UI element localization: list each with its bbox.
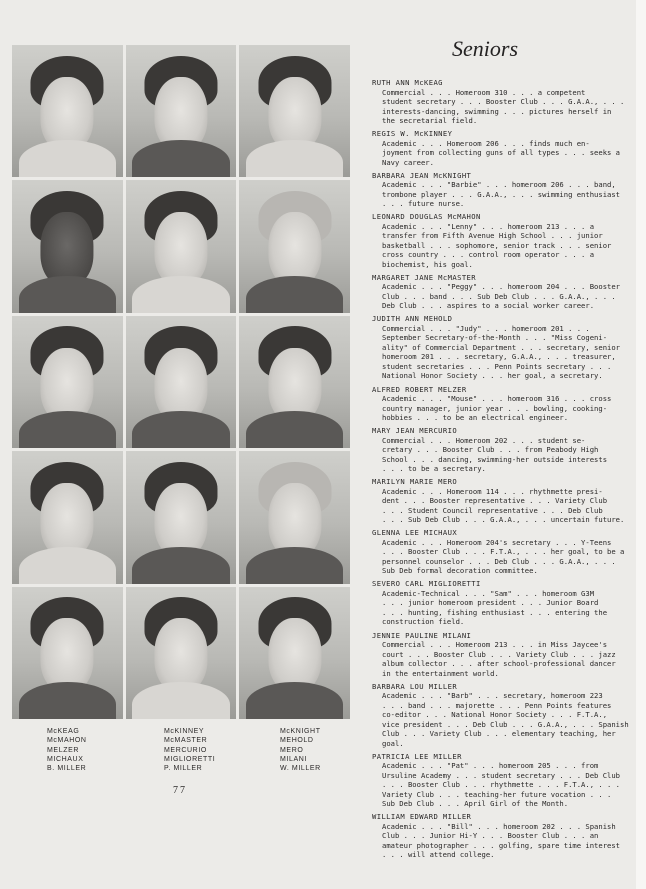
senior-entry	[372, 78, 625, 126]
senior-bio-line: Academic . . . "Lenny" . . . homeroom 213 . . . a	[382, 221, 595, 231]
senior-bio-line: Commercial . . . Homeroom 310 . . . a competent	[382, 87, 586, 97]
names-column-1	[47, 727, 87, 773]
senior-bio-line: dent . . . Booster representative . . . Variety Club	[382, 496, 608, 506]
portrait-head	[41, 483, 94, 557]
student-portrait	[12, 587, 123, 719]
senior-bio-line: Academic . . . Homeroom 114 . . . rhythmette presi-	[382, 486, 603, 496]
senior-bio-line: . . . Booster Club . . . rhythmette . . . F.T.A., . . .	[382, 780, 620, 790]
portrait-shoulders	[132, 682, 229, 719]
portrait-caption-name: McKEAG	[47, 728, 80, 735]
senior-bio-line: court . . . Booster Club . . . Variety Club . . . jazz	[382, 649, 616, 659]
portrait-caption-name: MELZER	[47, 746, 79, 754]
senior-bios	[372, 78, 629, 863]
senior-bio-line: Commercial . . . Homeroom 202 . . . student se-	[382, 435, 586, 445]
senior-bio-line: Academic . . . "Barbie" . . . homeroom 206 . . . band,	[382, 180, 616, 190]
names-column-3	[280, 727, 321, 773]
portrait-caption-name: MICHAUX	[47, 755, 84, 763]
senior-name: MARILYN MARIE MERO	[372, 477, 458, 487]
senior-bio-line: Academic . . . "Bill" . . . homeroom 202 . . . Spanish	[382, 821, 616, 831]
senior-name: MARY JEAN MERCURIO	[372, 426, 458, 436]
senior-bio-line: Variety Club . . . teaching-her future vocation . . .	[382, 789, 612, 799]
senior-bio-line: Ursuline Academy . . . student secretary . . . Deb Club	[382, 770, 620, 780]
senior-bio-line: . . . band . . . majorette . . . Penn Points features	[382, 700, 612, 710]
portrait-shoulders	[246, 140, 343, 177]
senior-bio-line: cretary . . . Booster Club . . . from Peabody High	[382, 445, 599, 455]
portrait-shoulders	[19, 411, 116, 448]
senior-bio-line: in the entertainment world.	[382, 668, 499, 678]
senior-bio-line: ality" of Commercial Department . . . secretary, senior	[382, 342, 620, 352]
portrait-shoulders	[19, 140, 116, 177]
portrait-caption-name: McKNIGHT	[280, 728, 321, 735]
senior-name: WILLIAM EDWARD MILLER	[372, 812, 472, 822]
senior-bio-line: . . . Sub Deb Club . . . G.A.A., . . . uncertain future.	[382, 515, 625, 525]
student-portrait	[239, 45, 350, 177]
senior-bio-line: Club . . . Junior Hi-Y . . . Booster Club . . . an	[382, 831, 599, 841]
student-portrait	[239, 180, 350, 312]
senior-bio-line: . . . junior homeroom president . . . Junior Board	[382, 598, 599, 608]
portrait-caption-name: MERCURIO	[164, 746, 207, 754]
portrait-shoulders	[19, 547, 116, 584]
portrait-caption-name: MEHOLD	[280, 737, 314, 745]
senior-entry	[372, 384, 612, 423]
senior-entry	[372, 129, 620, 167]
senior-bio-line: student secretary . . . Booster Club . . . G.A.A., . . .	[382, 97, 625, 106]
senior-bio-line: . . . future nurse.	[382, 199, 465, 209]
senior-bio-line: interests-dancing, swimming . . . pictures herself in	[382, 106, 612, 116]
portrait-caption-name: MILANI	[280, 755, 307, 763]
senior-bio-line: Academic-Technical . . . "Sam" . . . homeroom G3M	[382, 588, 595, 598]
senior-bio-line: September Secretary-of-the-Month . . . "Miss Cogeni-	[382, 333, 608, 343]
senior-name: BARBARA JEAN McKNIGHT	[372, 170, 472, 180]
senior-bio-line: Academic . . . Homeroom 206 . . . finds much en-	[382, 138, 590, 148]
student-portrait	[12, 316, 123, 448]
portrait-shoulders	[132, 140, 229, 177]
portrait-head	[154, 483, 207, 557]
senior-entry	[372, 579, 608, 627]
senior-bio-line: album collector . . . after school-professional dancer	[382, 659, 616, 669]
portrait-shoulders	[19, 682, 116, 719]
senior-bio-line: . . . will attend college.	[382, 850, 495, 860]
portrait-shoulders	[246, 682, 343, 719]
senior-name: REGIS W. McKINNEY	[372, 129, 453, 139]
student-portrait	[12, 451, 123, 583]
senior-entry	[372, 751, 620, 809]
portrait-caption-name: McKINNEY	[164, 728, 205, 735]
student-portrait	[239, 451, 350, 583]
senior-bio-line: trombone player . . . G.A.A., . . . swimming enthusiast	[382, 189, 620, 199]
senior-bio-line: amateur photographer . . . golfing, spare time interest	[382, 840, 620, 850]
portrait-shoulders	[132, 276, 229, 313]
senior-bio-line: Academic . . . "Peggy" . . . homeroom 204 . . . Booster	[382, 282, 620, 292]
page-edge	[636, 0, 646, 889]
senior-name: MARGARET JANE McMASTER	[372, 272, 476, 282]
senior-bio-line: Academic . . . "Barb" . . . secretary, homeroom 223	[382, 691, 603, 701]
senior-name: ALFRED ROBERT MELZER	[372, 384, 467, 394]
senior-bio-line: . . . hunting, fishing enthusiast . . . entering the	[382, 607, 608, 617]
senior-name: SEVERO CARL MIGLIORETTI	[372, 579, 481, 589]
senior-name: RUTH ANN McKEAG	[372, 78, 443, 87]
portrait-head	[268, 483, 321, 557]
portrait-shoulders	[19, 276, 116, 313]
student-portrait	[239, 316, 350, 448]
portrait-caption-name: B. MILLER	[47, 765, 87, 773]
senior-bio-line: biochemist, his goal.	[382, 259, 473, 269]
senior-entry	[372, 528, 625, 576]
senior-bio-line: Club . . . band . . . Sub Deb Club . . . G.A.A., . . .	[382, 291, 616, 301]
senior-entry	[372, 170, 620, 209]
senior-entry	[372, 812, 620, 860]
senior-name: GLENNA LEE MICHAUX	[372, 528, 458, 538]
senior-bio-line: Sub Deb formal decoration committee.	[382, 566, 538, 576]
portrait-caption-name: McMASTER	[164, 737, 208, 745]
senior-bio-line: country manager, junior year . . . bowling, cooking-	[382, 403, 608, 413]
senior-bio-line: Navy career.	[382, 157, 434, 167]
senior-bio-line: goal.	[382, 738, 404, 748]
senior-bio-line: . . . to be a secretary.	[382, 464, 486, 474]
student-portrait	[126, 180, 237, 312]
senior-bio-line: Academic . . . "Mouse" . . . homeroom 316 . . . cross	[382, 394, 612, 404]
senior-entry	[372, 212, 612, 269]
student-portrait	[126, 45, 237, 177]
senior-bio-line: homeroom 201 . . . secretary, G.A.A., . . . treasurer,	[382, 352, 616, 362]
senior-bio-line: School . . . dancing, swimming-her outside interests	[382, 454, 608, 464]
student-portrait	[126, 451, 237, 583]
portrait-shoulders	[246, 276, 343, 313]
portrait-shoulders	[132, 547, 229, 584]
senior-name: JENNIE PAULINE MILANI	[372, 630, 472, 640]
portrait-caption-name: MIGLIORETTI	[164, 755, 216, 763]
senior-bio-line: Deb Club . . . aspires to a social worker career.	[382, 301, 595, 311]
senior-name: LEONARD DOUGLAS McMAHON	[372, 212, 481, 222]
senior-entry	[372, 426, 608, 474]
senior-bio-line: the secretarial field.	[382, 116, 478, 125]
student-portrait	[126, 316, 237, 448]
senior-bio-line: . . . Booster Club . . . F.T.A., . . . her goal, to be a	[382, 547, 625, 557]
portrait-caption-name: McMAHON	[47, 737, 87, 745]
senior-entry	[372, 630, 616, 679]
senior-bio-line: construction field.	[382, 617, 465, 627]
senior-bio-line: vice president . . . Deb Club . . . G.A.A., . . . Spanish	[382, 719, 629, 729]
senior-bio-line: personnel counselor . . . Deb Club . . . G.A.A., . . .	[382, 556, 616, 566]
senior-bio-line: cross country . . . control room operator . . . a	[382, 250, 595, 260]
portrait-grid	[12, 45, 350, 719]
senior-bio-line: Commercial . . . "Judy" . . . homeroom 201 . . .	[382, 323, 590, 333]
senior-bio-line: Academic . . . Homeroom 204's secretary . . . Y-Teens	[382, 537, 612, 547]
names-column-2	[164, 727, 215, 773]
senior-bio-line: transfer from Fifth Avenue High School . . . junior	[382, 231, 603, 241]
senior-bio-line: joyment from collecting guns of all types . . . seeks a	[382, 148, 620, 158]
senior-name: BARBARA LOU MILLER	[372, 681, 458, 691]
senior-bio-line: student secretaries . . . Penn Points secretary . . .	[382, 361, 612, 371]
portrait-shoulders	[132, 411, 229, 448]
senior-name: PATRICIA LEE MILLER	[372, 751, 462, 761]
student-portrait	[126, 587, 237, 719]
student-portrait	[12, 45, 123, 177]
senior-bio-line: . . . Student Council representative . . . Deb Club	[382, 505, 603, 515]
senior-entry	[372, 314, 620, 381]
senior-entry	[372, 681, 629, 749]
senior-bio-line: Academic . . . "Pat" . . . homeroom 205 . . . from	[382, 761, 599, 771]
student-portrait	[239, 587, 350, 719]
senior-name: JUDITH ANN MEHOLD	[372, 314, 453, 324]
senior-bio-line: Club . . . Variety Club . . . elementary teaching, her	[382, 729, 616, 739]
senior-entry	[372, 272, 620, 311]
senior-entry	[372, 477, 625, 525]
senior-bio-line: Commercial . . . Homeroom 213 . . . in Miss Jaycee's	[382, 640, 608, 650]
senior-bio-line: hobbies . . . to be an electrical engineer.	[382, 413, 569, 423]
portrait-caption-name: P. MILLER	[164, 765, 203, 773]
portrait-caption-name: W. MILLER	[280, 765, 321, 773]
senior-bio-line: National Honor Society . . . her goal, a secretary.	[382, 371, 603, 381]
senior-bio-line: basketball . . . sophomore, senior track . . . senior	[382, 240, 612, 250]
student-portrait	[12, 180, 123, 312]
page-number: 77	[173, 785, 187, 796]
portrait-shoulders	[246, 547, 343, 584]
senior-bio-line: co-editor . . . National Honor Society . . . F.T.A.,	[382, 710, 608, 720]
senior-bio-line: Sub Deb Club . . . April Girl of the Month.	[382, 799, 569, 809]
section-title: Seniors	[452, 36, 518, 61]
portrait-shoulders	[246, 411, 343, 448]
portrait-caption-name: MERO	[280, 746, 304, 754]
